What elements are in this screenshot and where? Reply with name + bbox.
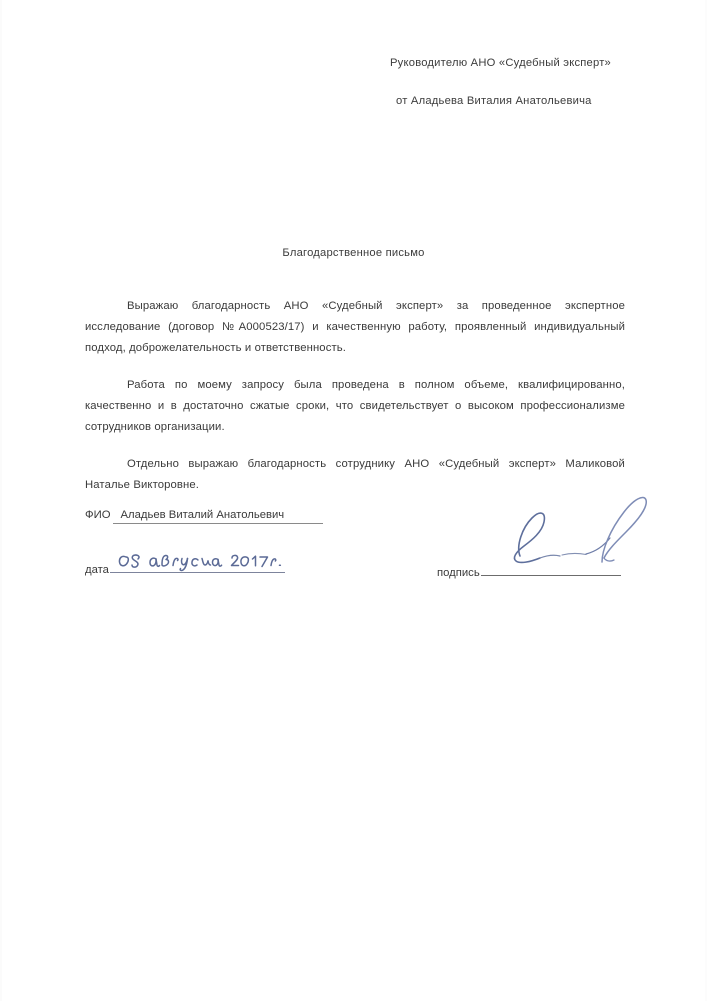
date-value-handwritten: [110, 555, 285, 573]
letter-body: [85, 296, 625, 496]
handwritten-date-ink: [112, 544, 284, 572]
date-label: дата: [85, 564, 109, 576]
handwritten-signature: [498, 484, 658, 574]
body-paragraph: Выражаю благодарность АНО «Судебный эксперт» за проведенное экспертное исследование (договор №A000523/17) и качественную работу, проявленный индивидуальный подход, доброжелательность и ответственность.: [85, 300, 625, 354]
podpis-row: [437, 562, 621, 579]
fio-row: [85, 509, 323, 524]
date-row: [85, 555, 285, 576]
document-title: Благодарственное письмо: [282, 247, 425, 259]
signature-block: [0, 500, 707, 600]
addressee-sender: от Аладьева Виталия Анатольевича: [396, 95, 592, 107]
podpis-line: [481, 562, 621, 576]
fio-value: Аладьев Виталий Анатольевич: [113, 509, 323, 524]
body-paragraph: Работа по моему запросу была проведена в полном объеме, квалифицированно, качественно и в достаточно сжатые сроки, что свидетельствует о высоком профессионализме сотрудников организации.: [85, 379, 625, 433]
fio-label: ФИО: [85, 509, 111, 521]
addressee-block: [390, 55, 640, 109]
addressee-recipient: Руководителю АНО «Судебный эксперт»: [390, 57, 611, 69]
podpis-label: подпись: [437, 567, 480, 579]
body-paragraph: Отдельно выражаю благодарность сотруднику АНО «Судебный эксперт» Маликовой Наталье Викторовне.: [85, 458, 625, 491]
